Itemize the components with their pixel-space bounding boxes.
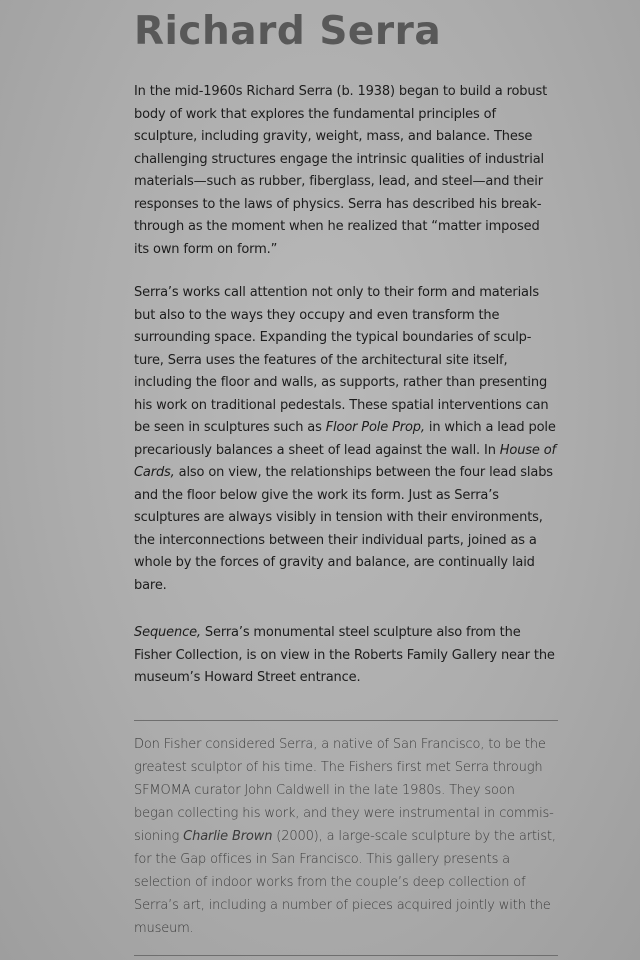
- sequence-paragraph-text: Serra’s monumental steel sculpture also from the Fisher Collection, is on view in the Roberts Family Gallery near the museum’s Howard Street entrance.: [134, 625, 555, 685]
- artwork-title-floor-pole-prop: Floor Pole Prop,: [325, 420, 425, 435]
- collector-note: [134, 733, 558, 940]
- artwork-title-sequence: Sequence,: [134, 625, 201, 640]
- sequence-paragraph: [134, 622, 558, 690]
- intro-paragraph: In the mid-1960s Richard Serra (b. 1938) began to build a robust body of work that explores the fundamental principles of sculpture, including gravity, weight, mass, and balance. These challenging structures engage the intrinsic qualities of industrial materials—such as rubber, fiberglass, lead, and steel—and their responses to the laws of physics. Serra has described his break-through as the moment when he realized that “matter imposed its own form on form.”: [134, 84, 548, 257]
- space-paragraph-text-c: also on view, the relationships between the four lead slabs and the floor below give the work its form. Just as Serra’s sculptures are always visibly in tension with their environments, the interconnections between their individual parts, joined as a whole by the forces of gravity and balance, are continually laid bare.: [134, 465, 553, 593]
- artwork-title-charlie-brown: Charlie Brown: [183, 829, 273, 844]
- page-title: Richard Serra: [134, 9, 442, 54]
- space-paragraph: [134, 282, 558, 597]
- space-paragraph-text-a: Serra’s works call attention not only to their form and materials but also to the ways they occupy and even transform the surrounding space. Expanding the typical boundaries of sculp-ture, Serra uses the features of the architectural site itself, including the floor and walls, as supports, rather than presenting his work on traditional pedestals. These spatial interventions can be seen in sculptures such as: [134, 285, 549, 435]
- space-paragraph-text-b: in which a lead pole precariously balances a sheet of lead against the wall. In: [134, 420, 556, 458]
- divider-line: [134, 720, 558, 721]
- collector-note-text-b: (2000), a large-scale sculpture by the artist, for the Gap offices in San Francisco. This gallery presents a selection of indoor works from the couple’s deep collection of Serra’s art, including a number of pieces acquired jointly with the museum.: [134, 829, 556, 936]
- collector-note-text-a: Don Fisher considered Serra, a native of San Francisco, to be the greatest sculptor of his time. The Fishers first met Serra through SFMOMA curator John Caldwell in the late 1980s. They soon began collecting his work, and they were instrumental in commis-sioning: [134, 737, 554, 844]
- divider-line-bottom: [134, 955, 558, 956]
- artwork-title-house-of-cards: House of Cards,: [134, 442, 556, 480]
